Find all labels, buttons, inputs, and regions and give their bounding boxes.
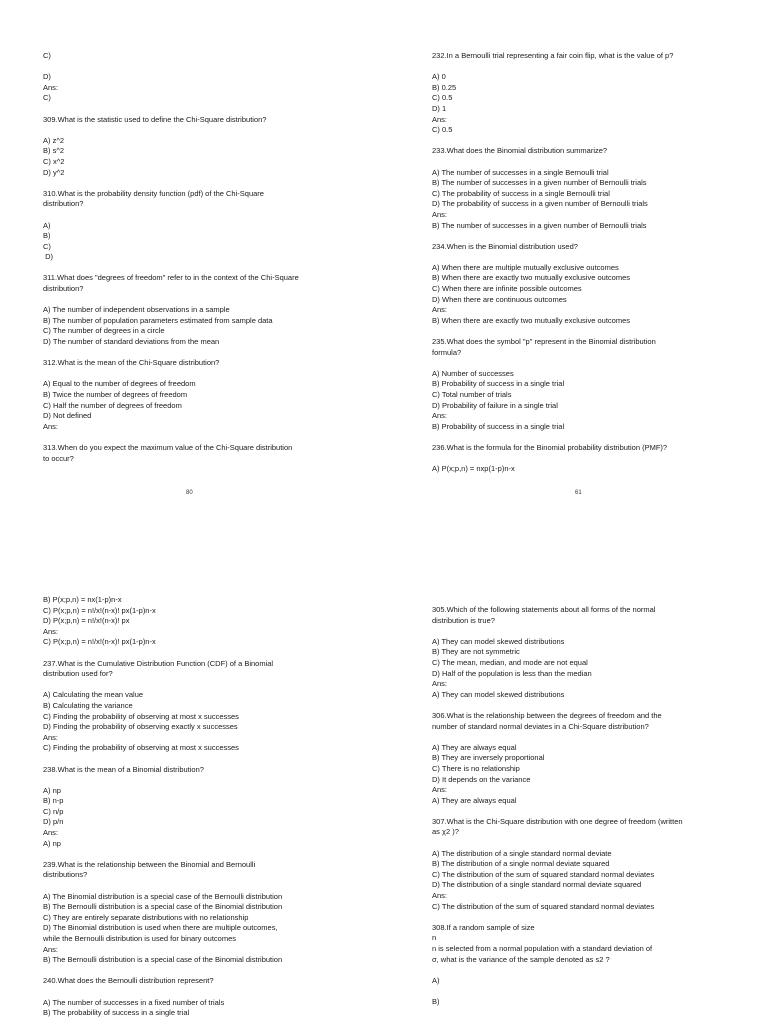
text-line: A) z^2 [43, 135, 65, 145]
text-line: Ans: [43, 626, 59, 636]
text-line: distribution? [43, 199, 84, 209]
text-line: n [432, 933, 437, 943]
text-line: D) The Binomial distribution is used when there are multiple outcomes, [43, 923, 278, 933]
text-line [43, 263, 343, 274]
text-line [432, 432, 732, 443]
text-line: distribution used for? [43, 669, 113, 679]
text-line: B) The distribution of a single normal deviate squared [432, 859, 610, 869]
text-line [43, 210, 343, 221]
text-line: A) Equal to the number of degrees of freedom [43, 379, 196, 389]
text-line [432, 700, 732, 711]
text-line: B) Twice the number of degrees of freedom [43, 390, 188, 399]
text-line: C) The probability of success in a single Bernoulli trial [432, 188, 610, 198]
text-line: C) Finding the probability of observing at most x successes [43, 711, 239, 721]
text-line: Ans: [43, 944, 59, 954]
text-line: 239.What is the relationship between the Binomial and Bernoulli [43, 859, 256, 869]
text-line: A) They are always equal [432, 795, 517, 805]
text-line: B) Probability of success in a single trial [432, 421, 565, 431]
text-line: C) P(x;p,n) = n!/x!(n-x)! px(1-p)n-x [43, 637, 156, 647]
text-line: Ans: [43, 421, 59, 431]
text-line: distributions? [43, 870, 88, 880]
text-line: A) When there are multiple mutually exclusive outcomes [432, 262, 619, 272]
text-line [43, 849, 343, 860]
text-line: C) The number of degrees in a circle [43, 326, 165, 336]
text-line [43, 62, 343, 73]
text-line: C) n/p [43, 806, 64, 816]
text-line: D) It depends on the variance [432, 774, 531, 784]
text-line [43, 881, 343, 892]
text-line: B) P(x;p,n) = nx(1-p)n-x [43, 595, 122, 604]
text-line: Ans: [432, 785, 448, 795]
text-line [432, 912, 732, 923]
text-line: A) The Binomial distribution is a special case of the Bernoulli distribution [43, 891, 283, 901]
text-line: D) y^2 [43, 167, 65, 177]
text-line [432, 626, 732, 637]
text-line: Ans: [432, 305, 448, 315]
text-line [432, 136, 732, 147]
text-line: C) [43, 93, 51, 103]
text-line [43, 966, 343, 977]
text-line: C) Half the number of degrees of freedom [43, 400, 182, 410]
text-line: Ans: [432, 209, 448, 219]
text-line: B) When there are exactly two mutually exclusive outcomes [432, 315, 630, 325]
text-line: B) The number of successes in a given number of Bernoulli trials [432, 220, 647, 230]
text-line [43, 648, 343, 659]
text-line: A) np [43, 838, 61, 848]
text-line: D) Not defined [43, 411, 92, 421]
text-line: Ans: [43, 732, 59, 742]
text-line [432, 358, 732, 369]
text-line: 311.What does "degrees of freedom" refer to in the context of the Chi-Square [43, 273, 299, 283]
text-line: A) Number of successes [432, 368, 514, 378]
text-line [432, 62, 732, 73]
text-line [432, 838, 732, 849]
text-line: C) [43, 241, 51, 251]
text-line: A) The distribution of a single standard normal deviate [432, 848, 612, 858]
text-line: D) When there are continuous outcomes [432, 294, 567, 304]
text-line: B) n-p [43, 796, 64, 806]
text-line [43, 178, 343, 189]
text-line: B) The Bernoulli distribution is a special case of the Binomial distribution [43, 955, 283, 965]
text-line [432, 965, 732, 976]
text-line [43, 369, 343, 380]
text-line: 235.What does the symbol "p" represent in the Binomial distribution [432, 337, 656, 347]
text-line: as χ2 )? [432, 827, 459, 837]
text-line: D) Finding the probability of observing exactly x successes [43, 722, 238, 732]
text-line: C) 0.5 [432, 125, 453, 135]
text-line: B) Calculating the variance [43, 700, 133, 710]
text-line: A) The number of independent observations in a sample [43, 305, 230, 315]
text-line [432, 326, 732, 337]
text-line: D) The number of standard deviations from the mean [43, 337, 220, 347]
bottom-right-quiz-column [432, 605, 732, 1008]
text-line [43, 104, 343, 115]
text-line: D) The distribution of a single standard normal deviate squared [432, 880, 642, 890]
page-number-right: 61 [575, 490, 582, 496]
text-line: C) Total number of trials [432, 390, 512, 399]
text-line: A) They can model skewed distributions [432, 636, 565, 646]
text-line: B) s^2 [43, 146, 65, 156]
text-line [432, 252, 732, 263]
text-line [43, 125, 343, 136]
text-line: B) When there are exactly two mutually exclusive outcomes [432, 273, 630, 283]
text-line: n is selected from a normal population with a standard deviation of [432, 944, 653, 953]
text-line: C) The distribution of the sum of squared standard normal deviates [432, 869, 655, 879]
text-line: 312.What is the mean of the Chi-Square distribution? [43, 358, 220, 368]
bottom-left-quiz-column [43, 595, 343, 1019]
text-line: C) x^2 [43, 156, 65, 166]
text-line: 236.What is the formula for the Binomial probability distribution (PMF)? [432, 442, 668, 452]
text-line: C) They are entirely separate distributions with no relationship [43, 912, 249, 922]
text-line [43, 754, 343, 765]
text-line [43, 680, 343, 691]
text-line [432, 454, 732, 465]
text-line: 233.What does the Binomial distribution summarize? [432, 146, 608, 156]
text-line [43, 775, 343, 786]
text-line: Ans: [43, 828, 59, 838]
text-line: C) When there are infinite possible outcomes [432, 284, 582, 294]
text-line: A) P(x;p,n) = nxp(1-p)n-x [432, 464, 515, 474]
text-line [43, 432, 343, 443]
text-line: D) P(x;p,n) = n!/x!(n-x)! px [43, 616, 130, 626]
text-line: D) [43, 72, 51, 82]
text-line: while the Bernoulli distribution is used for binary outcomes [43, 934, 237, 943]
top-right-quiz-column [432, 51, 732, 475]
text-line: B) The probability of success in a single trial [43, 1008, 190, 1018]
text-line: A) The number of successes in a single Bernoulli trial [432, 167, 609, 177]
text-line: 305.Which of the following statements about all forms of the normal [432, 605, 656, 614]
text-line: σ, what is the variance of the sample denoted as s2 ? [432, 954, 610, 964]
text-line: B) They are not symmetric [432, 647, 520, 657]
text-line: 309.What is the statistic used to define the Chi-Square distribution? [43, 114, 267, 124]
text-line [43, 987, 343, 998]
text-line: D) [43, 252, 54, 262]
text-line: 307.What is the Chi-Square distribution with one degree of freedom (written [432, 816, 683, 826]
text-line: B) The number of successes in a given number of Bernoulli trials [432, 178, 647, 188]
text-line: 232.In a Bernoulli trial representing a fair coin flip, what is the value of p? [432, 51, 674, 60]
text-line: A) [432, 975, 440, 985]
text-line: 310.What is the probability density function (pdf) of the Chi-Square [43, 188, 264, 198]
text-line [43, 348, 343, 359]
text-line: B) 0.25 [432, 82, 457, 92]
text-line: Ans: [432, 891, 448, 901]
text-line: A) 0 [432, 72, 446, 82]
text-line: 234.When is the Binomial distribution used? [432, 241, 578, 251]
text-line [432, 231, 732, 242]
text-line: B) [43, 231, 51, 241]
text-line: B) Probability of success in a single trial [432, 379, 565, 389]
text-line: 308.If a random sample of size [432, 922, 535, 932]
text-line: Ans: [43, 82, 59, 92]
text-line: C) [43, 51, 51, 60]
text-line: D) The probability of success in a given number of Bernoulli trials [432, 199, 648, 209]
text-line: 306.What is the relationship between the degrees of freedom and the [432, 710, 662, 720]
text-line: D) Half of the population is less than the median [432, 668, 592, 678]
text-line: A) They can model skewed distributions [432, 689, 565, 699]
text-line: C) Finding the probability of observing at most x successes [43, 743, 239, 753]
text-line: B) They are inversely proportional [432, 753, 545, 763]
text-line: to occur? [43, 453, 74, 463]
text-line: 238.What is the mean of a Binomial distribution? [43, 764, 204, 774]
page-number-left: 80 [186, 490, 193, 496]
text-line: A) Calculating the mean value [43, 690, 144, 700]
text-line [432, 806, 732, 817]
text-line: D) 1 [432, 103, 447, 113]
text-line: B) The Bernoulli distribution is a special case of the Binomial distribution [43, 902, 283, 912]
text-line: number of standard normal deviates in a Chi-Square distribution? [432, 721, 649, 731]
text-line: C) P(x;p,n) = n!/x!(n-x)! px(1-p)n-x [43, 605, 156, 615]
text-line [432, 157, 732, 168]
text-line: Ans: [432, 679, 448, 689]
text-line: 313.When do you expect the maximum value of the Chi-Square distribution [43, 442, 293, 452]
text-line: distribution is true? [432, 615, 495, 625]
text-line: C) The distribution of the sum of squared standard normal deviates [432, 901, 655, 911]
text-line: distribution? [43, 284, 84, 294]
text-line: D) Probability of failure in a single trial [432, 400, 558, 410]
text-line: Ans: [432, 114, 448, 124]
text-line: B) [432, 996, 440, 1006]
text-line: A) [43, 220, 51, 230]
text-line: B) The number of population parameters estimated from sample data [43, 315, 273, 325]
text-line [432, 986, 732, 997]
text-line: C) There is no relationship [432, 763, 520, 773]
text-line: formula? [432, 347, 462, 357]
text-line: C) The mean, median, and mode are not equal [432, 657, 588, 667]
text-line: 240.What does the Bernoulli distribution represent? [43, 976, 214, 986]
text-line: A) The number of successes in a fixed number of trials [43, 997, 225, 1007]
text-line [43, 295, 343, 306]
text-line [432, 732, 732, 743]
text-line: C) 0.5 [432, 93, 453, 103]
text-line: A) They are always equal [432, 742, 517, 752]
text-line: A) np [43, 785, 61, 795]
text-line: 237.What is the Cumulative Distribution Function (CDF) of a Binomial [43, 658, 274, 668]
text-line: D) p/n [43, 817, 64, 827]
top-left-quiz-column [43, 51, 343, 464]
text-line: Ans: [432, 411, 448, 421]
